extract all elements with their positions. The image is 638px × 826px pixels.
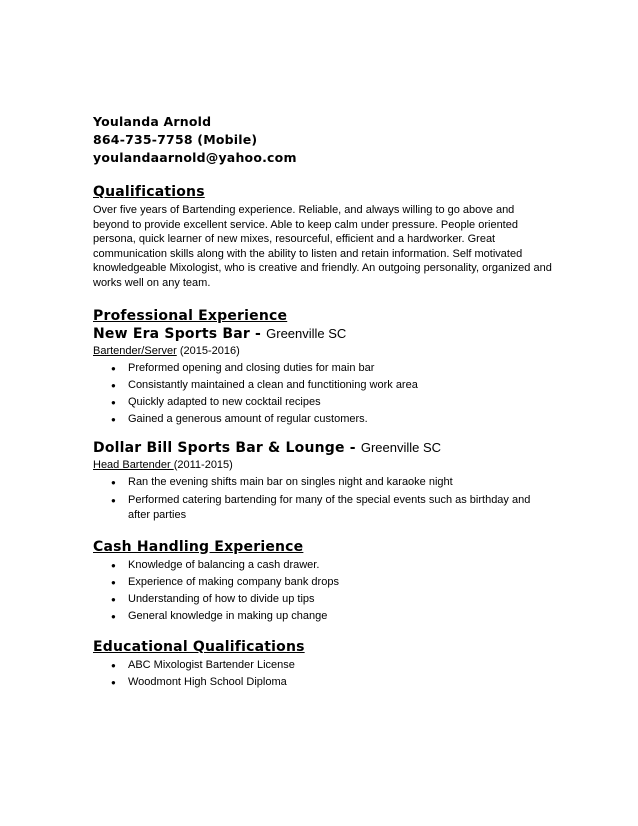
phone-number: 864-735-7758 (Mobile) <box>93 132 258 147</box>
education-heading: Educational Qualifications <box>93 638 305 655</box>
list-item: ● ABC Mixologist Bartender License <box>128 657 553 674</box>
job-duties-list <box>93 360 553 428</box>
cash-handling-list <box>93 557 553 625</box>
job-entry <box>93 325 553 428</box>
list-item: ● Woodmont High School Diploma <box>128 674 553 691</box>
list-item: ● Knowledge of balancing a cash drawer. <box>128 557 553 574</box>
candidate-name: Youlanda Arnold <box>93 114 212 129</box>
job-years: (2011-2015) <box>173 458 233 471</box>
job-role: Head Bartender <box>93 458 174 471</box>
list-item: ● Ran the evening shifts main bar on singles night and karaoke night <box>128 474 553 491</box>
education-list <box>93 657 553 691</box>
job-header <box>93 439 553 457</box>
list-item: ● Experience of making company bank drops <box>128 574 553 591</box>
employer-name: New Era Sports Bar - <box>93 325 267 342</box>
contact-block <box>93 113 553 167</box>
job-location: Greenville SC <box>360 439 442 455</box>
job-role-line <box>93 344 553 359</box>
job-duties-list <box>93 474 553 523</box>
job-header <box>93 325 553 343</box>
employer-name: Dollar Bill Sports Bar & Lounge - <box>93 439 361 456</box>
list-item: ● Gained a generous amount of regular customers. <box>128 411 553 428</box>
job-role-line <box>93 458 553 473</box>
job-entry <box>93 439 553 523</box>
qualifications-paragraph: Over five years of Bartending experience. Reliable, and always willing to go above and beyond to provide excellent service. Able to keep calm under pressure. People oriented persona, quick learner of new mixes, resourceful, efficient and a hardworker. Great communication skills along with the ability to listen and retain information. Self motivated knowledgeable Mixologist, who is creative and friendly. An outgoing personality, organized and works well on any team. <box>93 204 552 289</box>
resume-page <box>93 113 553 691</box>
list-item: ● Preformed opening and closing duties for main bar <box>128 360 553 377</box>
experience-heading: Professional Experience <box>93 307 288 324</box>
list-item: ● Understanding of how to divide up tips <box>128 591 553 608</box>
job-location: Greenville SC <box>266 325 347 341</box>
job-years: (2015-2016) <box>176 344 240 357</box>
list-item: ● Consistantly maintained a clean and functitioning work area <box>128 377 553 394</box>
cash-handling-heading: Cash Handling Experience <box>93 538 304 555</box>
job-role: Bartender/Server <box>93 344 177 357</box>
list-item: ● Quickly adapted to new cocktail recipes <box>128 394 553 411</box>
qualifications-heading: Qualifications <box>93 184 205 200</box>
list-item: ● Performed catering bartending for many of the special events such as birthday and after parties <box>128 493 553 523</box>
email-address: youlandaarnold@yahoo.com <box>93 150 297 165</box>
list-item: ● General knowledge in making up change <box>128 608 553 625</box>
